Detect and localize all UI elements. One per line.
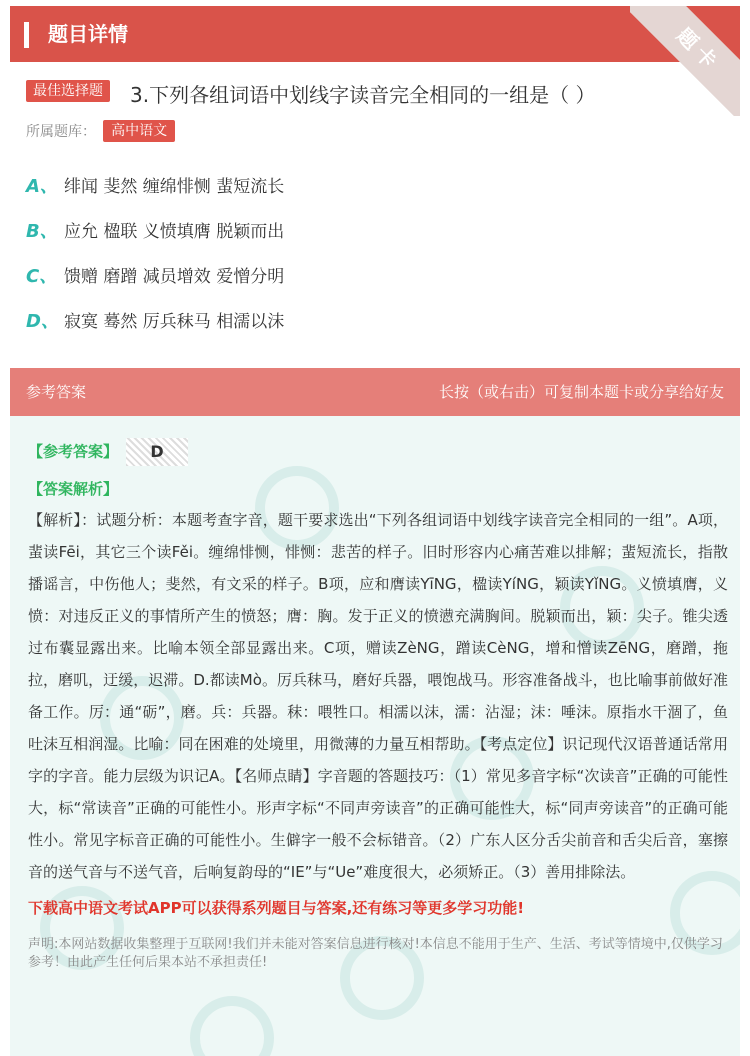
share-hint: 长按（或右击）可复制本题卡或分享给好友 bbox=[438, 383, 724, 401]
library-tag[interactable]: 高中语文 bbox=[103, 120, 175, 142]
app-promo-link[interactable]: 下载高中语文考试APP可以获得系列题目与答案,还有练习等更多学习功能! bbox=[28, 899, 525, 917]
option-c[interactable] bbox=[26, 262, 284, 307]
option-a[interactable] bbox=[26, 172, 284, 217]
answer-panel bbox=[10, 416, 740, 1056]
option-text: 绯闻 斐然 缠绵悱恻 蜚短流长 bbox=[64, 177, 285, 197]
watermark-logo-icon bbox=[190, 996, 274, 1056]
header-accent-bar bbox=[24, 22, 29, 48]
disclaimer-text: 声明:本网站数据收集整理于互联网!我们并未能对答案信息进行核对!本信息不能用于生产、生活、考试等情境中,仅供学习参考！由此产生任何后果本站不承担责任! bbox=[28, 937, 723, 970]
option-b[interactable] bbox=[26, 217, 284, 262]
answer-value: D bbox=[126, 438, 188, 466]
option-letter: D、 bbox=[26, 311, 59, 332]
header-bar bbox=[10, 6, 740, 77]
option-letter: A、 bbox=[26, 176, 58, 197]
option-d[interactable] bbox=[26, 307, 284, 352]
option-text: 应允 楹联 义愤填膺 脱颖而出 bbox=[64, 222, 285, 242]
option-text: 馈赠 磨蹭 减员增效 爱憎分明 bbox=[64, 267, 285, 287]
analysis-text: 【解析】：试题分析：本题考查字音，题干要求选出“下列各组词语中划线字读音完全相同的一组”。A项，蜚读Fēi，其它三个读Fěi。缠绵悱恻，悱恻：悲苦的样子。旧时形容内心痛苦难以排解；蜚短流长，指散播谣言，中伤他人；斐然，有文采的样子。B项，应和膺读YīNG，楹读YíNG，颖读YǐNG。义愤填膺，义愤：对违反正义的事情所产生的愤怒；膺：胸。发于正义的愤懑充满胸间。脱颖而出，颖：尖子。锥尖透过布囊显露出来。比喻本领全部显露出来。C项，赠读ZèNG，蹭读CèNG，增和憎读ZēNG，磨蹭，拖拉，磨叽，迂缓，迟滞。D.都读Mò。厉兵秣马，磨好兵器，喂饱战马。形容准备战斗，也比喻事前做好准备工作。厉：通“砺”，磨。兵：兵器。秣：喂牲口。相濡以沫，濡：沾湿；沫：唾沫。原指水干涸了，鱼吐沫互相润湿。比喻：同在困难的处境里，用微薄的力量互相帮助。【考点定位】识记现代汉语普通话常用字的字音。能力层级为识记A。【名师点睛】字音题的答题技巧：（1）常见多音字标“次读音”正确的可能性大，标“常读音”正确的可能性小。形声字标“不同声旁读音”的正确可能性大，标“同声旁读音”的正确可能性小。常见字标音正确的可能性小。生僻字一般不会标错音。（2）广东人区分舌尖前音和舌尖后音，塞擦音的送气音与不送气音，后响复韵母的“IE”与“Ue”难度很大，必须矫正。（3）善用排除法。 bbox=[28, 511, 728, 881]
answer-header-bar bbox=[10, 368, 740, 416]
corner-badge: 题卡 bbox=[630, 6, 740, 116]
library-label: 所属题库： bbox=[26, 124, 96, 140]
question-type-badge: 最佳选择题 bbox=[26, 80, 110, 102]
options-list bbox=[26, 172, 284, 352]
answer-content bbox=[28, 438, 728, 972]
analysis-heading: 【答案解析】 bbox=[28, 480, 119, 498]
answer-row bbox=[28, 438, 728, 466]
page-title: 题目详情 bbox=[48, 22, 128, 46]
question-text: 3.下列各组词语中划线字读音完全相同的一组是（ ） bbox=[130, 83, 596, 107]
option-text: 寂寞 蓦然 厉兵秣马 相濡以沫 bbox=[64, 312, 285, 332]
answer-label: 参考答案 bbox=[26, 383, 87, 401]
question-row bbox=[26, 80, 726, 110]
option-letter: C、 bbox=[26, 266, 58, 287]
answer-heading: 【参考答案】 bbox=[28, 442, 119, 461]
option-letter: B、 bbox=[26, 221, 58, 242]
library-row bbox=[26, 120, 175, 144]
